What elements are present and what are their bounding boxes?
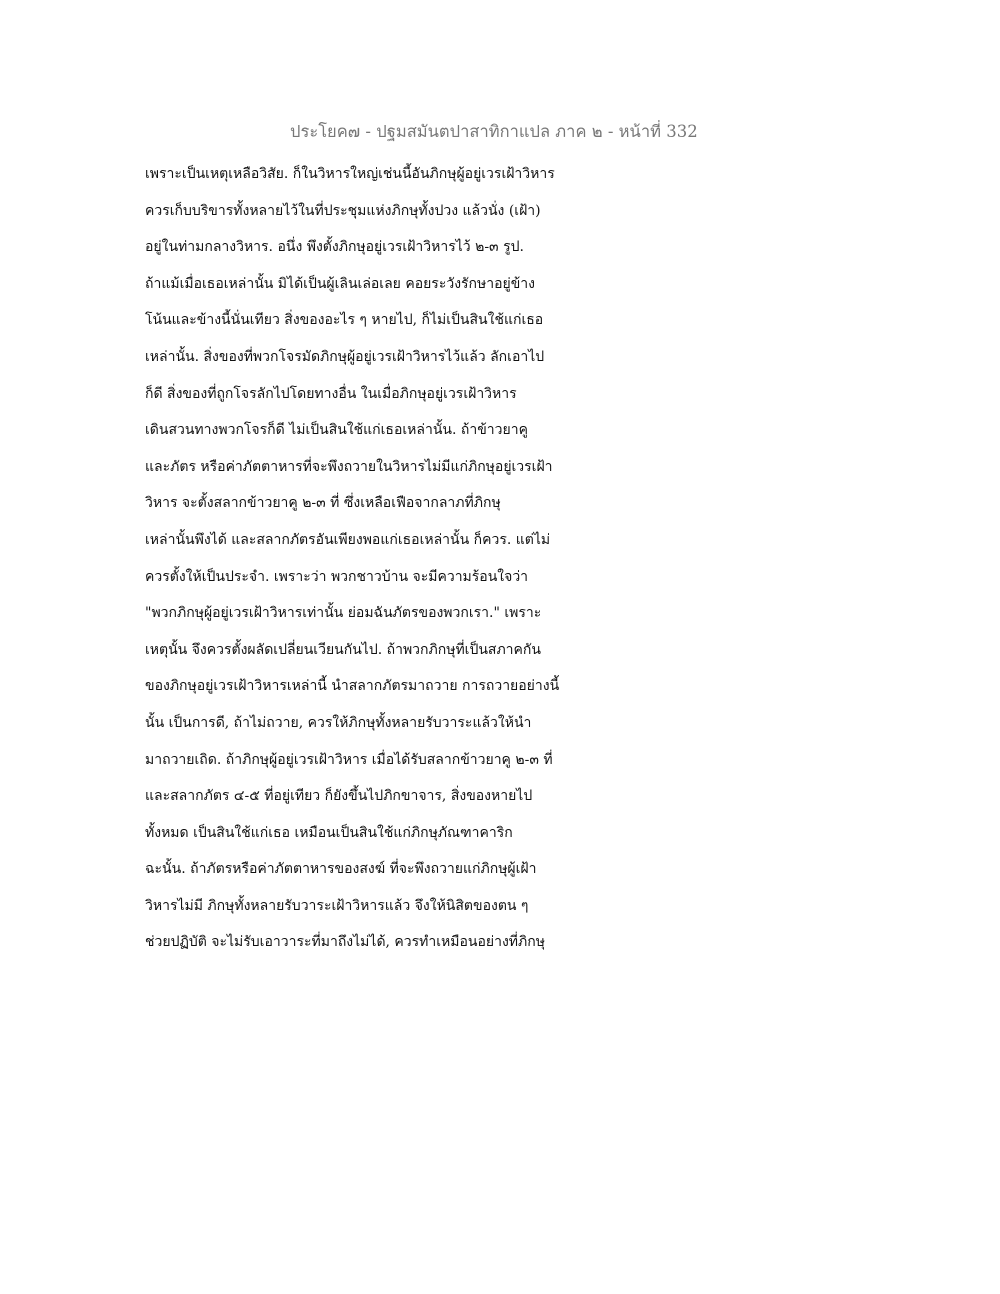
text-line: ถ้าแม้เมื่อเธอเหล่านั้น มิได้เป็นผู้เลินเล่อเลย คอยระวังรักษาอยู่ข้าง <box>145 275 536 292</box>
text-line: วิหาร จะตั้งสลากข้าวยาคู ๒-๓ ที่ ซึ่งเหลือเฟือจากลาภที่ภิกษุ <box>145 495 501 512</box>
text-line: เพราะเป็นเหตุเหลือวิสัย. ก็ในวิหารใหญ่เช่นนี้อันภิกษุผู้อยู่เวรเฝ้าวิหาร <box>145 166 555 182</box>
running-header: ประโยค๗ - ปฐมสมันตปาสาทิกาแปล ภาค ๒ - หน้าที่ 332 <box>290 122 698 141</box>
text-line: เดินสวนทางพวกโจรก็ดี ไม่เป็นสินใช้แก่เธอเหล่านั้น. ถ้าข้าวยาคู <box>145 422 528 439</box>
text-line: ฉะนั้น. ถ้าภัตรหรือค่าภัตตาหารของสงฆ์ ที่จะพึงถวายแก่ภิกษุผู้เฝ้า <box>145 861 537 878</box>
text-line: อยู่ในท่ามกลางวิหาร. อนึ่ง พึงตั้งภิกษุอยู่เวรเฝ้าวิหารไว้ ๒-๓ รูป. <box>145 239 524 256</box>
text-line: เหล่านั้น. สิ่งของที่พวกโจรมัดภิกษุผู้อยู่เวรเฝ้าวิหารไว้แล้ว ลักเอาไป <box>145 348 545 365</box>
text-line: นั้น เป็นการดี, ถ้าไม่ถวาย, ควรให้ภิกษุทั้งหลายรับวาระแล้วให้นำ <box>145 714 532 731</box>
text-line: ช่วยปฏิบัติ จะไม่รับเอาวาระที่มาถึงไม่ได้, ควรทำเหมือนอย่างที่ภิกษุ <box>145 934 545 951</box>
text-line: ควรเก็บบริขารทั้งหลายไว้ในที่ประชุมแห่งภิกษุทั้งปวง แล้วนั่ง (เฝ้า) <box>145 202 541 219</box>
text-line: วิหารไม่มี ภิกษุทั้งหลายรับวาระเฝ้าวิหารแล้ว จึงให้นิสิตของตน ๆ <box>145 897 529 914</box>
text-line: ทั้งหมด เป็นสินใช้แก่เธอ เหมือนเป็นสินใช้แก่ภิกษุภัณฑาคาริก <box>145 824 513 841</box>
text-line: เหล่านั้นพึงได้ และสลากภัตรอันเพียงพอแก่เธอเหล่านั้น ก็ควร. แต่ไม่ <box>145 531 551 548</box>
text-line: เหตุนั้น จึงควรตั้งผลัดเปลี่ยนเวียนกันไป. ถ้าพวกภิกษุที่เป็นสภาคกัน <box>145 641 541 658</box>
text-line: "พวกภิกษุผู้อยู่เวรเฝ้าวิหารเท่านั้น ย่อมฉันภัตรของพวกเรา." เพราะ <box>145 605 542 622</box>
text-line: ของภิกษุอยู่เวรเฝ้าวิหารเหล่านี้ นำสลากภัตรมาถวาย การถวายอย่างนี้ <box>145 678 560 695</box>
text-line: โน้นและข้างนี้นั่นเทียว สิ่งของอะไร ๆ หายไป, ก็ไม่เป็นสินใช้แก่เธอ <box>145 312 544 329</box>
text-line: ควรตั้งให้เป็นประจำ. เพราะว่า พวกชาวบ้าน จะมีความร้อนใจว่า <box>145 568 529 585</box>
text-line: มาถวายเถิด. ถ้าภิกษุผู้อยู่เวรเฝ้าวิหาร เมื่อได้รับสลากข้าวยาคู ๒-๓ ที่ <box>145 751 553 768</box>
text-line: และสลากภัตร ๔-๕ ที่อยู่เทียว ก็ยังขึ้นไปภิกขาจาร, สิ่งของหายไป <box>145 788 533 805</box>
text-line: และภัตร หรือค่าภัตตาหารที่จะพึงถวายในวิหารไม่มีแก่ภิกษุอยู่เวรเฝ้า <box>145 458 553 475</box>
body-text <box>145 156 715 961</box>
text-line: ก็ดี สิ่งของที่ถูกโจรลักไปโดยทางอื่น ในเมื่อภิกษุอยู่เวรเฝ้าวิหาร <box>145 385 517 402</box>
